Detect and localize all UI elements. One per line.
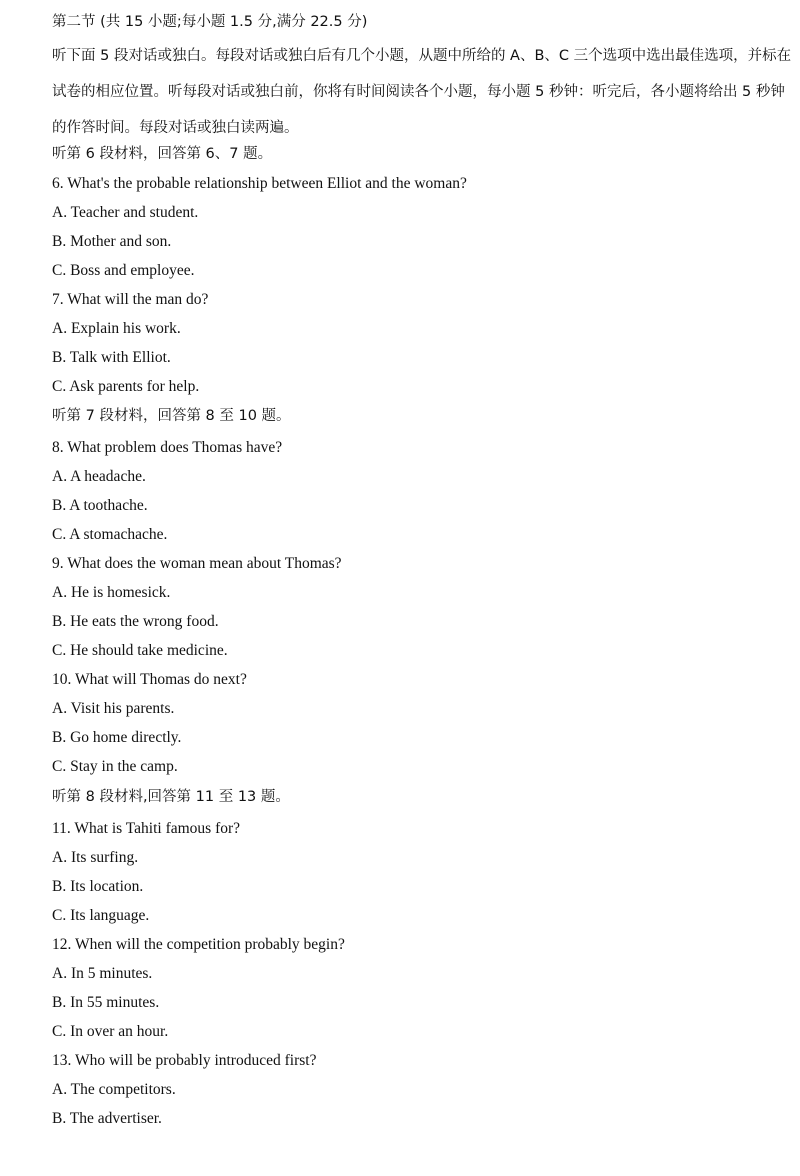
- answer-option: A. In 5 minutes.: [52, 965, 153, 982]
- question-stem: 9. What does the woman mean about Thomas?: [52, 555, 342, 572]
- answer-option: A. Teacher and student.: [52, 204, 199, 221]
- answer-option: C. Its language.: [52, 907, 150, 924]
- answer-option: A. Explain his work.: [52, 320, 181, 337]
- section-title: 第二节 (共 15 小题;每小题 1.5 分,满分 22.5 分): [52, 14, 368, 30]
- group-heading: 听第 6 段材料，回答第 6、7 题。: [52, 146, 273, 162]
- answer-option: C. A stomachache.: [52, 526, 168, 543]
- answer-option: A. He is homesick.: [52, 584, 171, 601]
- answer-option: B. A toothache.: [52, 497, 148, 514]
- answer-option: B. Go home directly.: [52, 729, 182, 746]
- answer-option: B. Talk with Elliot.: [52, 349, 171, 366]
- answer-option: B. Its location.: [52, 878, 144, 895]
- question-stem: 13. Who will be probably introduced first?: [52, 1052, 317, 1069]
- answer-option: A. The competitors.: [52, 1081, 176, 1098]
- answer-option: C. Boss and employee.: [52, 262, 195, 279]
- group-heading: 听第 7 段材料，回答第 8 至 10 题。: [52, 408, 291, 424]
- group-heading: 听第 8 段材料,回答第 11 至 13 题。: [52, 789, 290, 805]
- answer-option: B. Mother and son.: [52, 233, 172, 250]
- question-stem: 7. What will the man do?: [52, 291, 209, 308]
- answer-option: C. He should take medicine.: [52, 642, 228, 659]
- answer-option: C. Stay in the camp.: [52, 758, 178, 775]
- question-stem: 10. What will Thomas do next?: [52, 671, 247, 688]
- answer-option: C. In over an hour.: [52, 1023, 169, 1040]
- question-stem: 12. When will the competition probably begin?: [52, 936, 345, 953]
- answer-option: B. In 55 minutes.: [52, 994, 160, 1011]
- section-instructions: 听下面 5 段对话或独白。每段对话或独白后有几个小题，从题中所给的 A、B、C 三个选项中选出最佳选项，并标在试卷的相应位置。听每段对话或独白前，你将有时间阅读各个小题，每小题 5 秒钟：听完后，各小题将给出 5 秒钟的作答时间。每段对话或独白读两遍。: [52, 48, 792, 136]
- answer-option: A. Visit his parents.: [52, 700, 175, 717]
- answer-option: B. The advertiser.: [52, 1110, 162, 1127]
- answer-option: C. Ask parents for help.: [52, 378, 200, 395]
- question-stem: 6. What's the probable relationship between Elliot and the woman?: [52, 175, 467, 192]
- answer-option: A. A headache.: [52, 468, 146, 485]
- question-stem: 8. What problem does Thomas have?: [52, 439, 283, 456]
- answer-option: B. He eats the wrong food.: [52, 613, 219, 630]
- question-stem: 11. What is Tahiti famous for?: [52, 820, 241, 837]
- answer-option: A. Its surfing.: [52, 849, 139, 866]
